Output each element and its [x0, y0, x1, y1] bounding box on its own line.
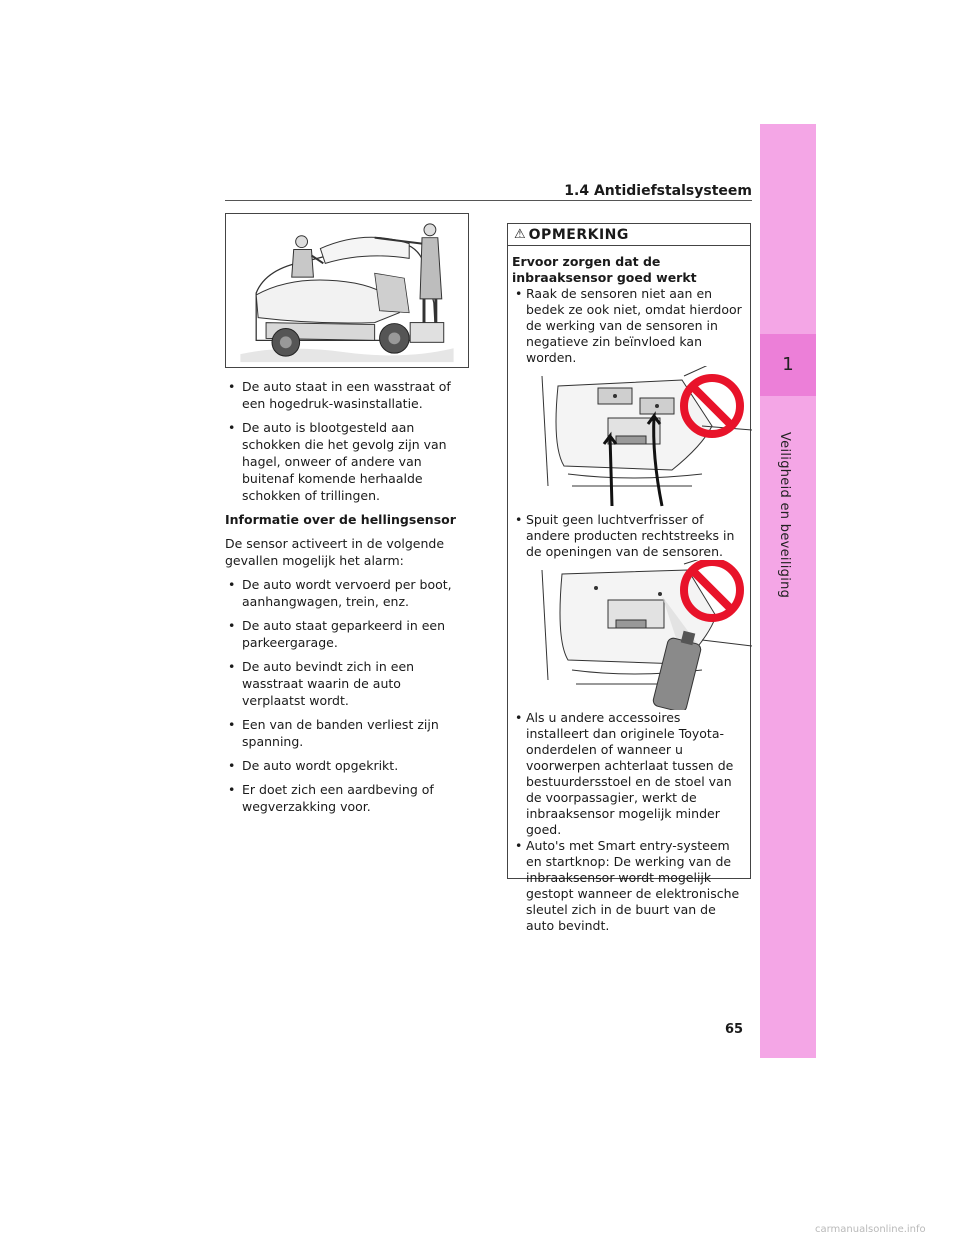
list-item: • De auto is blootgesteld aan schokken die het gevolg zijn van hagel, onweer of andere van buitenaf komende herhaalde schokken of trillingen.	[225, 419, 465, 504]
warning-triangle-icon: ⚠	[514, 227, 526, 242]
watermark: carmanualsonline.info	[815, 1224, 926, 1235]
list-item: • De auto wordt vervoerd per boot, aanhangwagen, trein, enz.	[225, 576, 465, 610]
chapter-side-tab	[760, 124, 816, 1058]
section-rule	[225, 200, 752, 201]
car-snow-illustration	[226, 214, 468, 367]
list-item: • De auto bevindt zich in een wasstraat waarin de auto verplaatst wordt.	[225, 658, 465, 709]
list-item: • De auto wordt opgekrikt.	[225, 757, 465, 774]
list-item: • Als u andere accessoires installeert dan originele Toyota-onderdelen of wanneer u voorwerpen achterlaat tussen de bestuurdersstoel en de stoel van de voorpassagier, werkt de inbraaksensor mogelijk minder goed.	[512, 710, 746, 838]
subheading-tilt-sensor: Informatie over de hellingsensor	[225, 512, 456, 527]
figure-sensor-touch	[512, 366, 746, 512]
notice-header	[508, 224, 750, 246]
page-number: 65	[725, 1022, 744, 1037]
list-item: • Er doet zich een aardbeving of wegverzakking voor.	[225, 781, 465, 815]
list-item: • Een van de banden verliest zijn spanning.	[225, 716, 465, 750]
chapter-number: 1	[782, 354, 794, 375]
list-item: • De auto staat in een wasstraat of een hogedruk-wasinstallatie.	[225, 378, 465, 412]
list-item: • Spuit geen luchtverfrisser of andere producten rechtstreeks in de openingen van de sensoren.	[512, 512, 746, 560]
chapter-title: Veiligheid en beveiliging	[777, 432, 792, 599]
intro-paragraph: De sensor activeert in de volgende gevallen mogelijk het alarm:	[225, 536, 445, 568]
figure-car-snow	[225, 213, 469, 368]
spray-illustration	[512, 560, 752, 710]
notice-box	[507, 223, 751, 933]
list-item: • Raak de sensoren niet aan en bedek ze ook niet, omdat hierdoor de werking van de sensoren in negatieve zin beïnvloed kan worden.	[512, 286, 746, 366]
left-column	[225, 378, 465, 822]
notice-body	[508, 246, 750, 934]
figure-spray	[512, 560, 746, 710]
notice-title: OPMERKING	[528, 226, 629, 243]
section-title: 1.4 Antidiefstalsysteem	[564, 183, 752, 199]
list-item: • De auto staat geparkeerd in een parkeergarage.	[225, 617, 465, 651]
notice-subheading: Ervoor zorgen dat de inbraaksensor goed werkt	[512, 254, 697, 285]
list-item: • Auto's met Smart entry-systeem en startknop: De werking van de inbraaksensor wordt mogelijk gestopt wanneer de elektronische sleutel zich in de buurt van de auto bevindt.	[512, 838, 746, 934]
sensor-touch-illustration	[512, 366, 752, 512]
